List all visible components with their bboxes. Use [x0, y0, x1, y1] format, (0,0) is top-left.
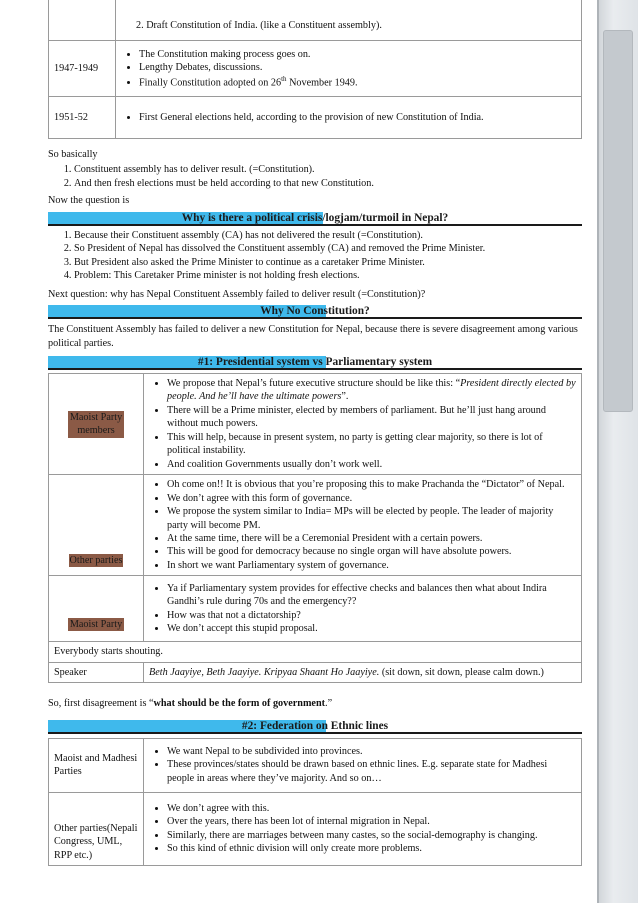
so-basically-text: So basically: [48, 149, 98, 160]
list-item: • At the same time, there will be a Ceremonial President with a certain powers.: [167, 532, 576, 545]
list-item: • Over the years, there has been lot of internal migration in Nepal.: [167, 815, 576, 828]
list-item: • We don’t accept this stupid proposal.: [167, 622, 576, 635]
heading-text: #2: Federation on Ethnic lines: [241, 719, 389, 732]
section-heading-no-constitution: [48, 305, 582, 319]
period-cell: 1951-52: [49, 97, 116, 139]
debate-table: [48, 373, 582, 683]
party-cell: Maoist and Madhesi Parties: [49, 738, 144, 792]
vertical-scrollbar[interactable]: [597, 0, 638, 903]
speaker-tag: Maoist Party members: [69, 411, 123, 437]
scrollbar-thumb[interactable]: [603, 30, 633, 412]
list-item: • We don’t agree with this form of governance.: [167, 492, 576, 505]
list-item: • So this kind of ethnic division will only create more problems.: [167, 842, 576, 855]
speaker-text-cell: Beth Jaayiye, Beth Jaayiye. Kripyaa Shaant Ho Jaayiye. (sit down, sit down, please calm down.): [144, 662, 582, 682]
table-row: [49, 97, 582, 139]
basic-list: [48, 163, 582, 190]
list-item: • This will be good for democracy because no single organ will have absolute powers.: [167, 545, 576, 558]
table-row: [49, 738, 582, 792]
table-row: [49, 41, 582, 97]
heading-text: #1: Presidential system vs Parliamentary system: [197, 355, 433, 368]
period-points: [121, 48, 576, 90]
list-item: • And coalition Governments usually don’t work well.: [167, 458, 576, 471]
list-item: • These provinces/states should be drawn based on ethnic lines. E.g. separate state for Madhesi people in areas where they’ve majority. And so on…: [167, 758, 576, 785]
no-constitution-paragraph: The Constituent Assembly has failed to deliver a new Constitution for Nepal, because there is severe disagreement among various political parties.: [48, 324, 578, 349]
list-item: 3. But President also asked the Prime Minister to continue as a caretaker Prime Minister.: [74, 256, 582, 269]
history-table: [48, 0, 582, 139]
table-row: [49, 475, 582, 576]
document-content: [48, 0, 582, 866]
list-item: • We propose that Nepal’s future executive structure should be like this: “President directly elected by people. And he’ll have the ultimate powers”.: [167, 377, 576, 404]
now-question-text: Now the question is: [48, 195, 130, 207]
list-item: • We don’t agree with this.: [167, 802, 576, 815]
table-row: [49, 642, 582, 662]
section-heading-crisis: [48, 212, 582, 226]
table-row: [49, 792, 582, 865]
period-cell: 1947-1949: [49, 41, 116, 97]
list-item: • How was that not a dictatorship?: [167, 609, 576, 622]
list-item: 2. And then fresh elections must be held according to that new Constitution.: [74, 177, 582, 190]
crisis-list: [48, 229, 582, 283]
list-item: • There will be a Prime minister, elected by members of parliament. But he’ll just hang around without much powers.: [167, 404, 576, 431]
list-item: • Lengthy Debates, discussions.: [139, 61, 576, 74]
list-item: • We want Nepal to be subdivided into provinces.: [167, 745, 576, 758]
table-row: [49, 0, 582, 41]
list-item: • First General elections held, according to the provision of new Constitution of India.: [139, 111, 576, 124]
heading-text: Why No Constitution?: [260, 305, 370, 318]
section-heading-presidential: [48, 356, 582, 370]
table-row: [49, 373, 582, 474]
table-row: [49, 662, 582, 682]
section-heading-federation: [48, 720, 582, 734]
list-item: 1. Because their Constituent assembly (CA) has not delivered the result (=Constitution).: [74, 229, 582, 242]
list-item: • Similarly, there are marriages between many castes, so the social-demography is changing.: [167, 829, 576, 842]
list-item: • This will help, because in present system, no party is getting clear majority, so there is lot of political instability.: [167, 431, 576, 458]
list-item: • In short we want Parliamentary system of governance.: [167, 559, 576, 572]
list-item: • We propose the system similar to India= MPs will be elected by people. The leader of majority party will become PM.: [167, 505, 576, 532]
speaker-label-cell: Speaker: [49, 662, 144, 682]
first-disagreement-text: So, first disagreement is “what should be the form of government.”: [48, 698, 333, 710]
list-item: 2. So President of Nepal has dissolved the Constituent assembly (CA) and removed the Prime Minister.: [74, 242, 582, 255]
heading-text: Why is there a political crisis/logjam/turmoil in Nepal?: [181, 211, 449, 224]
list-item: • Ya if Parliamentary system provides for effective checks and balances then what about Indira Gandhi’s rule during 70s and the emergency??: [167, 582, 576, 609]
list-item: • The Constitution making process goes on.: [139, 48, 576, 61]
speaker-tag: Other parties: [69, 554, 123, 566]
speaker-tag: Maoist Party: [69, 618, 123, 630]
next-question-text: Next question: why has Nepal Constituent Assembly failed to deliver result (=Constitution)?: [48, 288, 426, 300]
table-row: [49, 576, 582, 642]
federation-table: [48, 738, 582, 866]
list-item: 4. Problem: This Caretaker Prime minister is not holding fresh elections.: [74, 269, 582, 282]
history-item: 2. Draft Constitution of India. (like a Constituent assembly).: [136, 19, 382, 31]
list-item: • Oh come on!! It is obvious that you’re proposing this to make Prachanda the “Dictator” of Nepal.: [167, 478, 576, 491]
list-item: 1. Constituent assembly has to deliver result. (=Constitution).: [74, 163, 582, 176]
party-cell: Other parties(Nepali Congress, UML, RPP etc.): [49, 792, 144, 865]
list-item: • Finally Constitution adopted on 26th November 1949.: [139, 75, 576, 90]
shouting-cell: Everybody starts shouting.: [49, 642, 582, 662]
